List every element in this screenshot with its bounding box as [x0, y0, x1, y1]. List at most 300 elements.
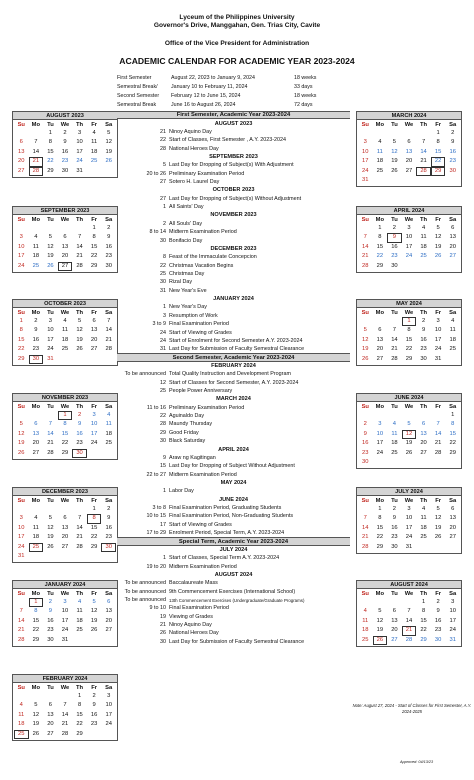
- calendar-day: 8: [407, 327, 411, 334]
- calendar-day: 26: [76, 346, 83, 353]
- empty-day: [402, 598, 417, 607]
- calendar-day: 23: [391, 534, 398, 541]
- calendar-day: 16: [391, 243, 398, 250]
- event-row: [117, 278, 350, 286]
- calendar-day: 28: [405, 636, 413, 643]
- event-description: Last Day for Submission of Faculty Semestral Clearance: [169, 638, 305, 645]
- event-date: To be announced: [124, 597, 166, 604]
- event-description: Start of Classes, First Semester , A.Y. 2023-2024: [169, 137, 287, 144]
- event-description: Midterm Examination Period: [169, 471, 237, 478]
- calendar-day: 19: [434, 524, 442, 531]
- event-row: [117, 529, 350, 537]
- calendar-day: 28: [18, 636, 25, 643]
- event-month-heading: SEPTEMBER 2023: [209, 153, 258, 160]
- calendar-day: 28: [61, 730, 69, 737]
- calendar-day: 15: [405, 336, 413, 343]
- calendar-grid: [13, 215, 117, 272]
- calendar-day: 3: [407, 506, 411, 512]
- calendar-day: 13: [32, 430, 40, 437]
- empty-day: [387, 598, 402, 607]
- calendar-day: 10: [376, 430, 384, 437]
- weekday-header: Fr: [91, 685, 98, 691]
- calendar-day: 28: [29, 167, 44, 176]
- event-date: 3 to 9: [152, 321, 166, 328]
- calendar-day: 4: [63, 318, 67, 324]
- event-row: [117, 178, 350, 186]
- calendar-day: 26: [405, 449, 413, 456]
- calendar-day: 12: [18, 430, 25, 437]
- calendar-grid: [13, 402, 117, 459]
- event-date: 11 to 16: [146, 404, 166, 411]
- calendar-day: 7: [407, 608, 411, 615]
- calendar-day: 30: [47, 636, 54, 643]
- weekday-header: Sa: [105, 310, 113, 316]
- calendar-day: 18: [420, 243, 427, 250]
- calendar-day: 19: [434, 243, 442, 250]
- weekday-header: Sa: [105, 122, 113, 128]
- calendar-day: 13: [47, 711, 54, 718]
- event-row: [117, 328, 350, 336]
- calendar-day: 4: [107, 412, 111, 418]
- calendar-day: 8: [77, 702, 82, 709]
- period-days: 18 weeks: [294, 75, 317, 81]
- calendar-day: 22: [376, 253, 384, 260]
- event-date: 24: [160, 329, 166, 336]
- calendar-day: 7: [107, 318, 111, 324]
- calendar-day: 23: [105, 534, 112, 541]
- event-row: [117, 228, 350, 236]
- month-calendar: [356, 393, 462, 469]
- period-days: 33 days: [294, 84, 313, 90]
- approval-stamp: Approved: 04/13/23: [400, 760, 434, 764]
- empty-day: [29, 411, 44, 420]
- calendar-day: 16: [420, 336, 427, 343]
- calendar-day: 10: [362, 148, 369, 155]
- calendar-day: 17: [405, 524, 413, 531]
- empty-day: [387, 317, 402, 326]
- calendar-day: 19: [105, 148, 112, 155]
- calendar-day: 21: [47, 440, 54, 447]
- event-row: [117, 429, 350, 437]
- calendar-day: 17: [76, 148, 83, 155]
- period-label: First Semester: [117, 75, 152, 81]
- calendar-day: 22: [420, 627, 427, 634]
- calendar-day: 17: [449, 617, 456, 624]
- calendar-day: 2: [92, 693, 96, 699]
- calendar-day: 1: [48, 130, 53, 136]
- calendar-day: 7: [363, 515, 367, 522]
- event-row: [117, 587, 350, 595]
- event-description: Total Quality Instruction and Development Program: [169, 371, 291, 378]
- calendar-day: 13: [405, 148, 413, 155]
- event-date: 1: [163, 304, 166, 311]
- weekday-header: We: [60, 217, 70, 223]
- month-calendar: [356, 487, 462, 554]
- calendar-day: 9: [436, 608, 440, 615]
- month-calendar: [356, 299, 462, 366]
- calendar-day: 16: [61, 148, 69, 155]
- calendar-day: 14: [61, 711, 69, 718]
- calendar-day: 23: [362, 449, 369, 456]
- event-date: 5: [163, 162, 166, 169]
- calendar-day: 24: [449, 627, 456, 634]
- calendar-day: 17: [362, 158, 369, 165]
- calendar-day: 26: [105, 158, 112, 165]
- calendar-day: 13: [105, 608, 112, 615]
- event-description: Preliminary Examination Period: [169, 170, 245, 177]
- weekday-header: We: [60, 685, 70, 691]
- calendar-day: 26: [434, 253, 442, 260]
- calendar-day: 15: [61, 430, 69, 437]
- event-date: 22: [160, 262, 166, 269]
- calendar-day: 8: [63, 421, 67, 428]
- calendar-day: 23: [105, 253, 112, 260]
- empty-day: [402, 411, 417, 420]
- calendar-day: 27: [47, 730, 54, 737]
- calendar-day: 10: [61, 608, 69, 615]
- calendar-day: 28: [391, 355, 398, 362]
- calendar-day: 6: [34, 421, 38, 428]
- event-date: 30: [160, 438, 166, 445]
- empty-day: [43, 505, 58, 514]
- event-description: Baccalaureate Mass: [169, 580, 218, 587]
- calendar-day: 29: [76, 730, 83, 737]
- calendar-day: 5: [363, 327, 367, 334]
- empty-day: [431, 411, 446, 420]
- event-month-heading: JUNE 2024: [219, 496, 248, 503]
- calendar-day: 28: [362, 262, 369, 269]
- event-description: Midterm Examination Period: [169, 229, 237, 236]
- weekday-header: Tu: [47, 685, 54, 691]
- calendar-day: 17: [434, 336, 442, 343]
- calendar-day: 4: [451, 318, 455, 324]
- weekday-header: We: [404, 310, 414, 316]
- weekday-header: Tu: [47, 591, 54, 597]
- calendar-day: 1: [92, 506, 96, 512]
- weekday-header: Mo: [375, 310, 385, 316]
- calendar-day: 24: [90, 440, 98, 447]
- calendar-day: 10: [449, 608, 456, 615]
- month-calendar: [12, 580, 118, 647]
- calendar-day: 8: [378, 234, 382, 241]
- calendar-day: 7: [392, 327, 397, 334]
- calendar-day: 2: [107, 225, 111, 231]
- event-date: 22 to 27: [146, 471, 166, 478]
- event-row: [117, 512, 350, 520]
- calendar-grid: [13, 589, 117, 646]
- calendar-day: 20: [61, 534, 69, 541]
- empty-day: [58, 224, 73, 233]
- calendar-day: 25: [76, 627, 83, 634]
- calendar-day: 9: [48, 608, 53, 615]
- calendar-day: 11: [32, 243, 39, 250]
- calendar-day: 3: [19, 515, 23, 522]
- calendar-day: 4: [34, 234, 38, 241]
- calendar-day: 20: [90, 336, 98, 343]
- calendar-day: 11: [420, 234, 427, 241]
- calendar-month-title: MAY 2024: [357, 300, 461, 308]
- calendar-day: 20: [391, 627, 398, 634]
- weekday-header: Th: [76, 404, 84, 410]
- calendar-grid: [13, 120, 117, 177]
- event-date: 25: [160, 388, 166, 395]
- calendar-day: 11: [420, 515, 427, 522]
- calendar-day: 13: [376, 336, 384, 343]
- calendar-month-title: JANUARY 2024: [13, 581, 117, 589]
- event-month-heading: JULY 2024: [219, 546, 248, 553]
- event-date: 12: [160, 379, 166, 386]
- calendar-day: 27: [105, 627, 112, 634]
- calendar-day: 3: [19, 234, 23, 241]
- event-date: 15: [160, 463, 166, 470]
- calendar-day: 11: [449, 327, 456, 334]
- calendar-day: 7: [34, 139, 38, 146]
- event-description: Final Examination Period: [169, 321, 229, 328]
- calendar-day: 12: [391, 148, 398, 155]
- calendar-day: 15: [32, 617, 40, 624]
- weekday-header: Sa: [449, 310, 457, 316]
- weekday-header: We: [404, 591, 414, 597]
- calendar-day: 23: [32, 346, 40, 353]
- calendar-day: 6: [63, 515, 67, 522]
- event-description: All Souls' Day: [169, 220, 203, 227]
- event-date: 1: [163, 555, 166, 562]
- calendar-month-title: OCTOBER 2023: [13, 300, 117, 308]
- event-row: [117, 253, 350, 261]
- event-description: Ninoy Aquino Day: [169, 622, 212, 629]
- event-row: [117, 596, 350, 604]
- calendar-day: 19: [362, 346, 369, 353]
- calendar-day: 9: [392, 515, 397, 522]
- calendar-day: 15: [47, 148, 54, 155]
- event-row: [117, 345, 350, 353]
- month-calendar: [12, 487, 118, 563]
- calendar-day: 29: [431, 167, 446, 176]
- event-description: Start of Classes for Second Semester, A.Y. 2023-2024: [169, 379, 299, 386]
- calendar-day: 3: [77, 130, 82, 136]
- month-calendar: [356, 111, 462, 187]
- empty-day: [14, 224, 29, 233]
- month-calendar: [356, 206, 462, 273]
- event-month-heading: DECEMBER 2023: [210, 245, 257, 252]
- event-date: 17 to 29: [146, 530, 166, 537]
- calendar-day: 15: [420, 617, 427, 624]
- event-row: [117, 470, 350, 478]
- calendar-day: 29: [90, 262, 98, 269]
- calendar-day: 21: [76, 534, 83, 541]
- event-description: People Power Anniversary: [169, 388, 233, 395]
- empty-day: [14, 411, 29, 420]
- empty-day: [29, 692, 44, 701]
- event-row: [117, 303, 350, 311]
- calendar-day: 19: [90, 617, 98, 624]
- calendar-day: 26: [362, 355, 369, 362]
- calendar-day: 2: [34, 318, 38, 324]
- event-date: 28: [160, 421, 166, 428]
- calendar-day: 21: [391, 346, 398, 353]
- calendar-day: 8: [34, 608, 38, 615]
- event-date: 8 to 14: [149, 229, 166, 236]
- event-date: 10 to 15: [146, 513, 166, 520]
- event-row: [117, 462, 350, 470]
- event-row: [117, 562, 350, 570]
- event-row: [117, 579, 350, 587]
- event-date: 19: [160, 613, 166, 620]
- calendar-day: 3: [107, 693, 111, 699]
- calendar-day: 18: [32, 253, 40, 260]
- event-month-heading: NOVEMBER 2023: [210, 212, 257, 219]
- weekday-header: Tu: [391, 217, 398, 223]
- calendar-day: 28: [76, 543, 83, 550]
- calendar-day: 1: [29, 598, 44, 607]
- event-month-heading: JANUARY 2024: [213, 296, 254, 303]
- calendar-day: 2: [451, 130, 455, 136]
- calendar-day: 13: [61, 243, 69, 250]
- weekday-header: Fr: [435, 404, 442, 410]
- event-description: National Heroes Day: [169, 630, 219, 637]
- event-date: 25: [160, 271, 166, 277]
- event-date: 2: [163, 220, 166, 227]
- event-description: Midterm Examination Period: [169, 563, 237, 570]
- calendar-month-title: AUGUST 2024: [357, 581, 461, 589]
- calendar-day: 29: [90, 543, 98, 550]
- calendar-day: 9: [63, 139, 67, 146]
- weekday-header: Th: [76, 498, 84, 504]
- calendar-month-title: SEPTEMBER 2023: [13, 207, 117, 215]
- event-description: Last Day for Dropping of Subject(s) With Adjustment: [169, 162, 294, 169]
- calendar-day: 16: [105, 243, 112, 250]
- calendar-day: 12: [47, 524, 54, 531]
- calendar-day: 4: [421, 506, 426, 512]
- weekday-header: We: [60, 404, 70, 410]
- calendar-day: 28: [416, 167, 431, 176]
- calendar-day: 19: [76, 336, 83, 343]
- calendar-day: 2: [363, 421, 367, 428]
- event-description: Feast of the Immaculate Concepcion: [169, 254, 257, 261]
- weekday-header: We: [60, 591, 70, 597]
- calendar-day: 7: [19, 608, 23, 615]
- weekday-header: Mo: [31, 122, 41, 128]
- event-date: To be announced: [124, 580, 166, 587]
- event-date: 29: [160, 429, 166, 436]
- calendar-day: 22: [376, 534, 384, 541]
- calendar-day: 10: [434, 327, 442, 334]
- event-row: [117, 629, 350, 637]
- calendar-day: 9: [363, 430, 367, 437]
- calendar-day: 17: [61, 617, 69, 624]
- calendar-day: 7: [63, 702, 67, 709]
- calendar-day: 30: [420, 355, 427, 362]
- empty-day: [29, 224, 44, 233]
- weekday-header: Su: [361, 404, 369, 410]
- event-row: [117, 379, 350, 387]
- calendar-day: 10: [47, 327, 54, 334]
- calendar-day: 8: [436, 139, 440, 146]
- month-calendar: [12, 111, 118, 178]
- calendar-day: 9: [107, 515, 111, 522]
- calendar-day: 1: [436, 130, 440, 136]
- weekday-header: Sa: [105, 217, 113, 223]
- calendar-day: 30: [29, 355, 44, 364]
- empty-day: [29, 129, 44, 138]
- empty-day: [373, 317, 388, 326]
- event-row: [117, 554, 350, 562]
- weekday-header: Th: [420, 217, 428, 223]
- calendar-day: 1: [77, 693, 82, 699]
- empty-day: [373, 129, 388, 138]
- calendar-day: 23: [420, 346, 427, 353]
- event-date: 22: [160, 413, 166, 420]
- calendar-day: 26: [32, 730, 40, 737]
- weekday-header: Th: [420, 404, 428, 410]
- calendar-day: 25: [420, 253, 427, 260]
- calendar-day: 22: [76, 721, 83, 728]
- calendar-day: 15: [18, 336, 25, 343]
- calendar-month-title: JULY 2024: [357, 488, 461, 496]
- weekday-header: Su: [17, 498, 25, 504]
- period-days: 18 weeks: [294, 93, 317, 99]
- calendar-day: 7: [421, 139, 426, 146]
- month-calendar: [12, 299, 118, 366]
- calendar-day: 24: [18, 543, 25, 550]
- calendar-day: 30: [449, 167, 456, 174]
- calendar-day: 14: [18, 617, 25, 624]
- weekday-header: Tu: [391, 122, 398, 128]
- calendar-day: 22: [61, 440, 69, 447]
- event-date: 31: [160, 346, 166, 353]
- calendar-day: 11: [391, 430, 398, 437]
- calendar-day: 14: [362, 524, 369, 531]
- calendar-day: 18: [362, 627, 369, 634]
- event-description: Start of Enrolment for Second Semester A.Y. 2023-2024: [169, 337, 303, 344]
- weekday-header: Th: [76, 122, 84, 128]
- event-row: [117, 195, 350, 203]
- calendar-day: 25: [449, 346, 456, 353]
- calendar-day: 2: [63, 130, 67, 136]
- event-description: Preliminary Examination Period: [169, 404, 245, 411]
- calendar-day: 19: [47, 534, 54, 541]
- weekday-header: Th: [76, 591, 84, 597]
- weekday-header: Fr: [435, 217, 442, 223]
- calendar-day: 1: [378, 506, 382, 512]
- calendar-day: 15: [434, 148, 442, 155]
- calendar-day: 10: [105, 702, 112, 709]
- calendar-day: 31: [362, 176, 369, 183]
- weekday-header: Tu: [391, 404, 398, 410]
- month-calendar: [12, 206, 118, 273]
- event-month-heading: AUGUST 2024: [214, 571, 253, 578]
- calendar-day: 13: [449, 515, 456, 522]
- weekday-header: Mo: [375, 217, 385, 223]
- event-row: [117, 236, 350, 244]
- event-row: [117, 261, 350, 269]
- calendar-day: 5: [378, 608, 382, 615]
- weekday-header: Su: [361, 498, 369, 504]
- calendar-day: 7: [363, 234, 367, 241]
- calendar-day: 11: [362, 617, 369, 624]
- calendar-day: 14: [76, 243, 83, 250]
- calendar-month-title: AUGUST 2023: [13, 112, 117, 120]
- event-row: [117, 320, 350, 328]
- calendar-day: 6: [392, 608, 397, 615]
- calendar-day: 26: [391, 167, 398, 174]
- calendar-day: 3: [48, 318, 53, 324]
- period-label: Semestral Break: [117, 102, 157, 108]
- calendar-day: 22: [18, 346, 25, 353]
- calendar-month-title: APRIL 2024: [357, 207, 461, 215]
- calendar-day: 17: [376, 440, 384, 447]
- calendar-day: 24: [376, 449, 384, 456]
